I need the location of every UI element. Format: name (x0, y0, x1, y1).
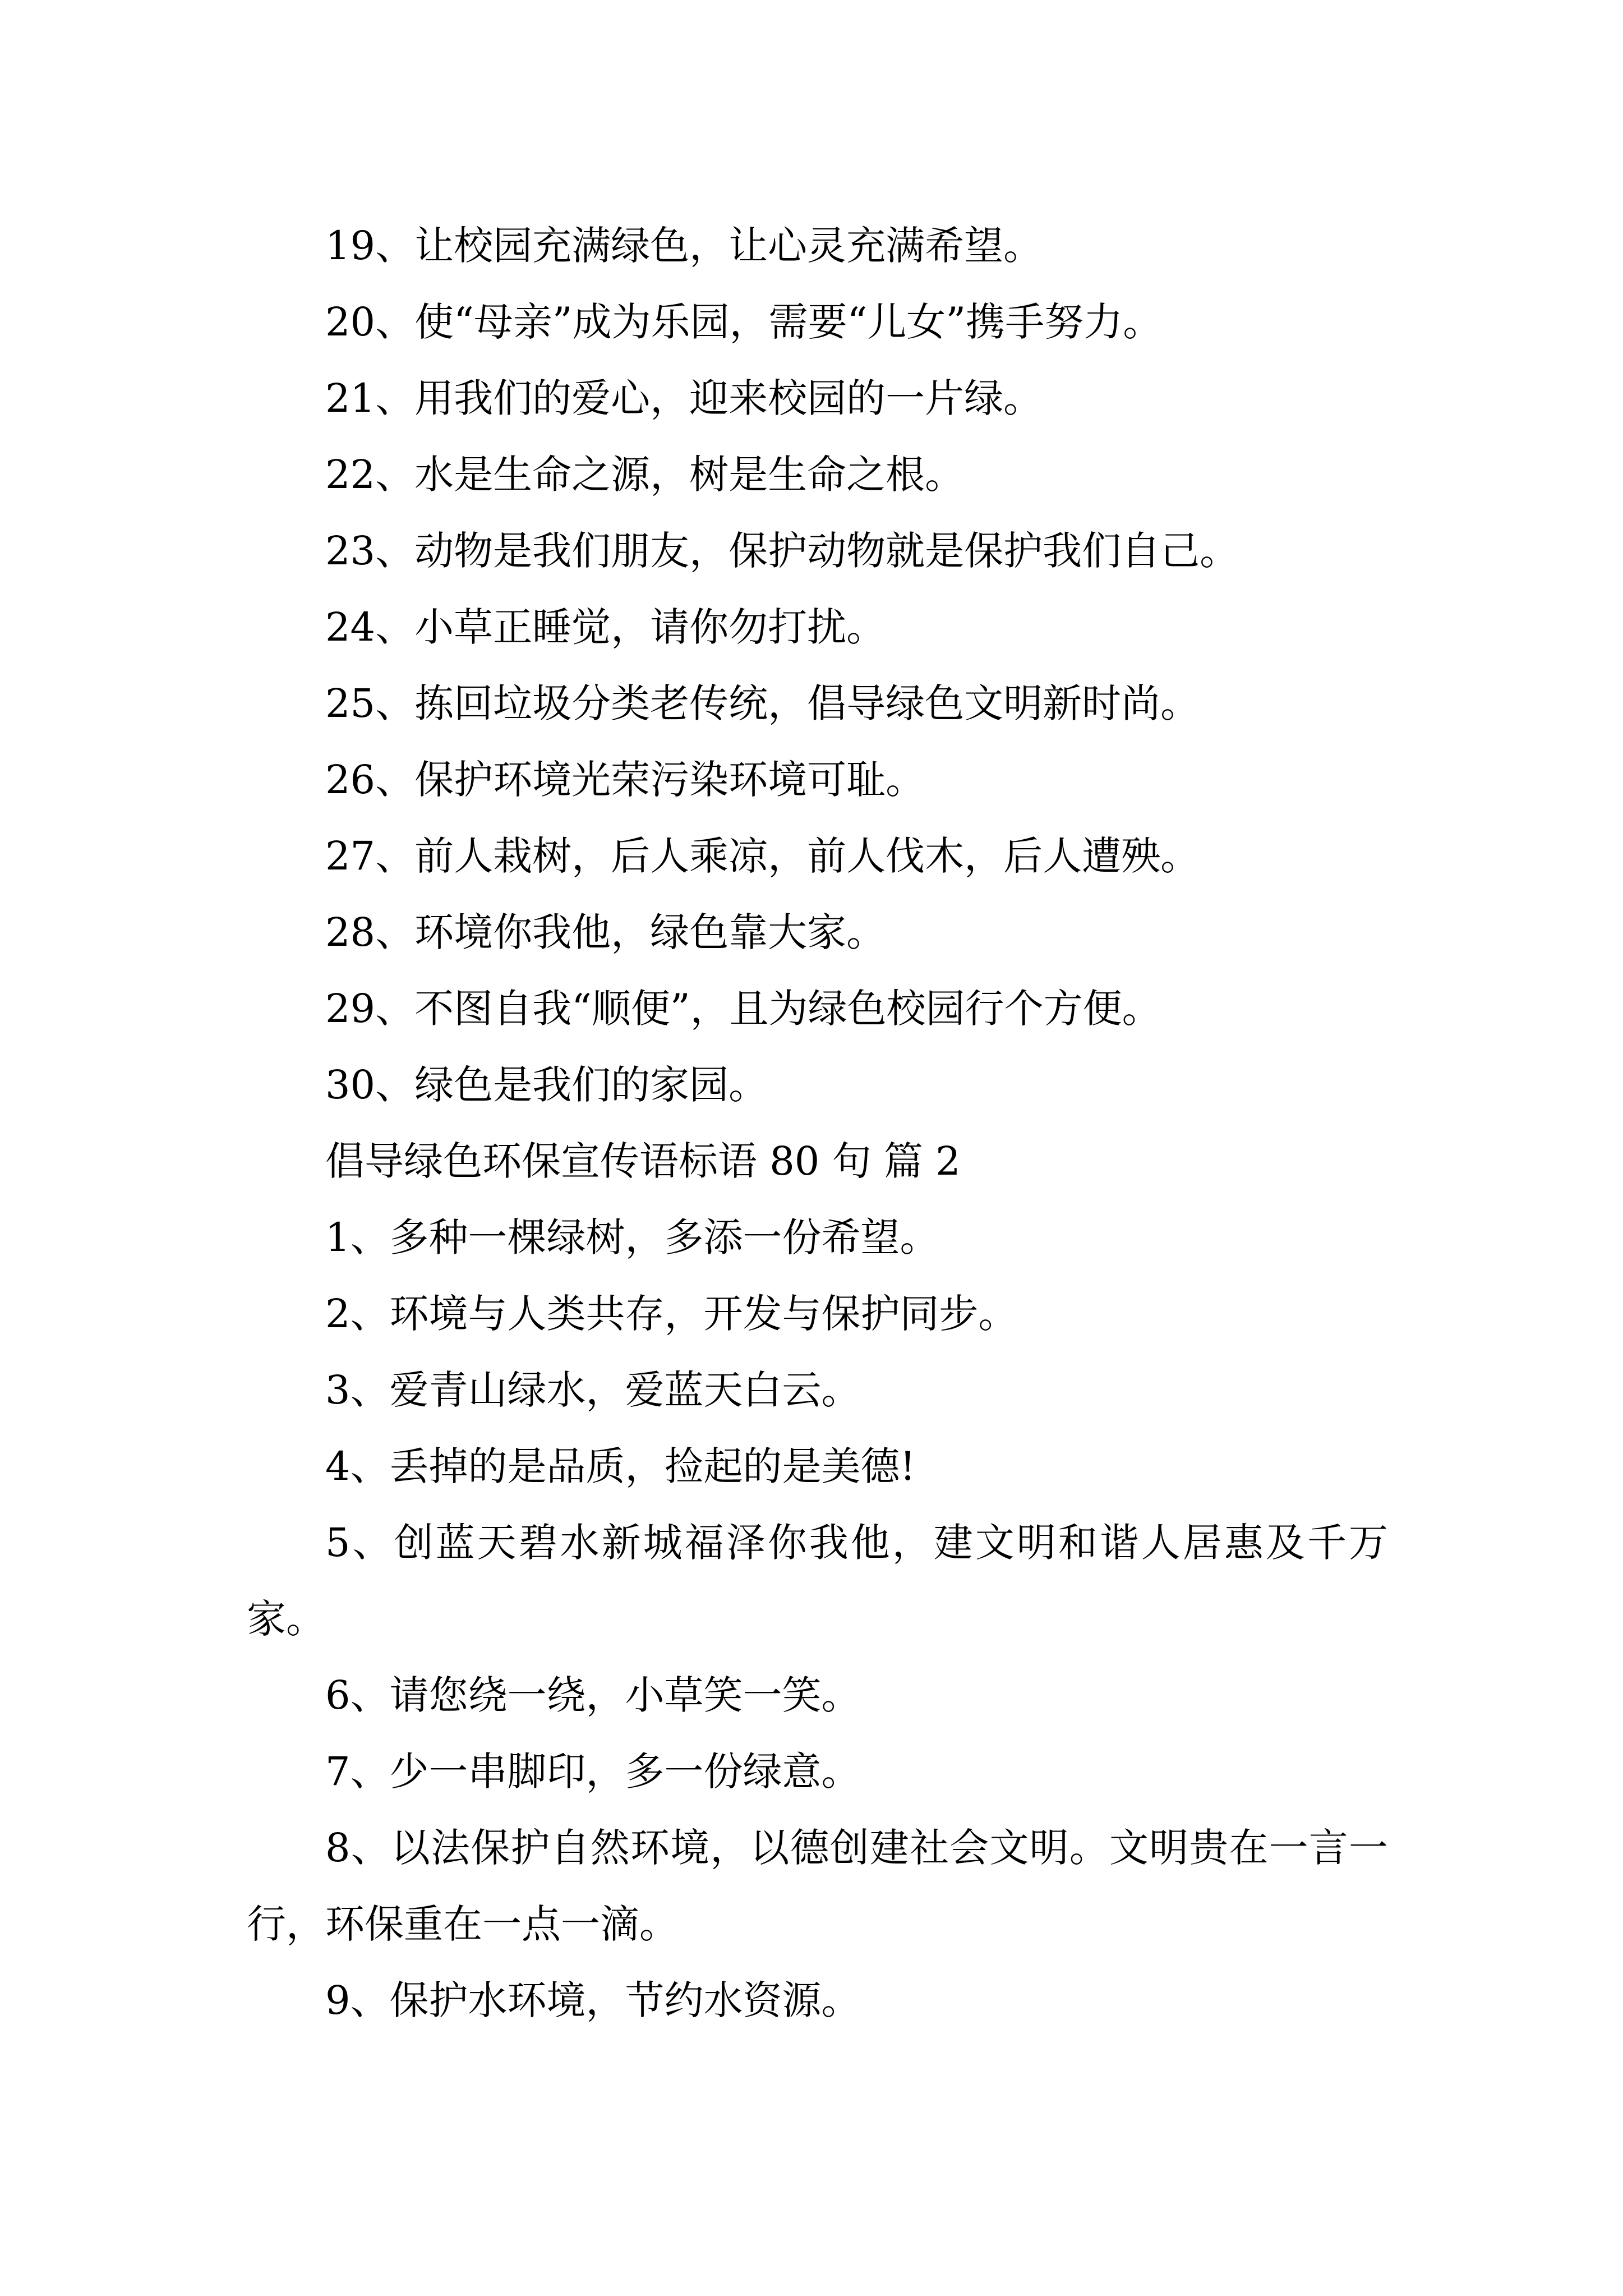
paragraph-item-22: 22、水是生命之源，树是生命之根。 (325, 452, 965, 498)
paragraph-item-2: 2、环境与人类共存，开发与保护同步。 (325, 1291, 1018, 1337)
paragraph-item-4: 4、丢掉的是品质，捡起的是美德! (325, 1443, 916, 1489)
paragraph-item-25: 25、拣回垃圾分类老传统，倡导绿色文明新时尚。 (325, 680, 1200, 726)
paragraph-item-27: 27、前人栽树，后人乘凉，前人伐木，后人遭殃。 (325, 833, 1200, 879)
paragraph-item-9: 9、保护水环境，节约水资源。 (325, 1977, 861, 2023)
paragraph-item-26: 26、保护环境光荣污染环境可耻。 (325, 757, 925, 803)
paragraph-item-3: 3、爱青山绿水，爱蓝天白云。 (325, 1367, 861, 1413)
paragraph-item-21: 21、用我们的爱心，迎来校园的一片绿。 (325, 375, 1043, 421)
paragraph-item-1: 1、多种一棵绿树，多添一份希望。 (325, 1214, 939, 1260)
paragraph-item-7: 7、少一串脚印，多一份绿意。 (325, 1749, 861, 1795)
paragraph-item-20: 20、使“母亲”成为乐园，需要“儿女”携手努力。 (325, 299, 1163, 345)
section-heading: 倡导绿色环保宣传语标语 80 句 篇 2 (325, 1138, 961, 1184)
paragraph-item-23: 23、动物是我们朋友，保护动物就是保护我们自己。 (325, 528, 1239, 574)
paragraph-item-19: 19、让校园充满绿色，让心灵充满希望。 (325, 223, 1043, 269)
paragraph-item-30: 30、绿色是我们的家园。 (325, 1062, 768, 1108)
paragraph-item-29: 29、不图自我“顺便”，且为绿色校园行个方便。 (325, 986, 1161, 1032)
paragraph-item-24: 24、小草正睡觉，请你勿打扰。 (325, 604, 886, 650)
paragraph-item-28: 28、环境你我他，绿色靠大家。 (325, 909, 886, 955)
paragraph-item-5: 5、创蓝天碧水新城福泽你我他，建文明和谐人居惠及千万家。 (247, 1520, 1388, 1642)
document-body (247, 208, 1388, 2039)
paragraph-item-8: 8、以法保护自然环境，以德创建社会文明。文明贵在一言一行，环保重在一点一滴。 (247, 1825, 1388, 1947)
paragraph-item-6: 6、请您绕一绕，小草笑一笑。 (325, 1672, 861, 1718)
